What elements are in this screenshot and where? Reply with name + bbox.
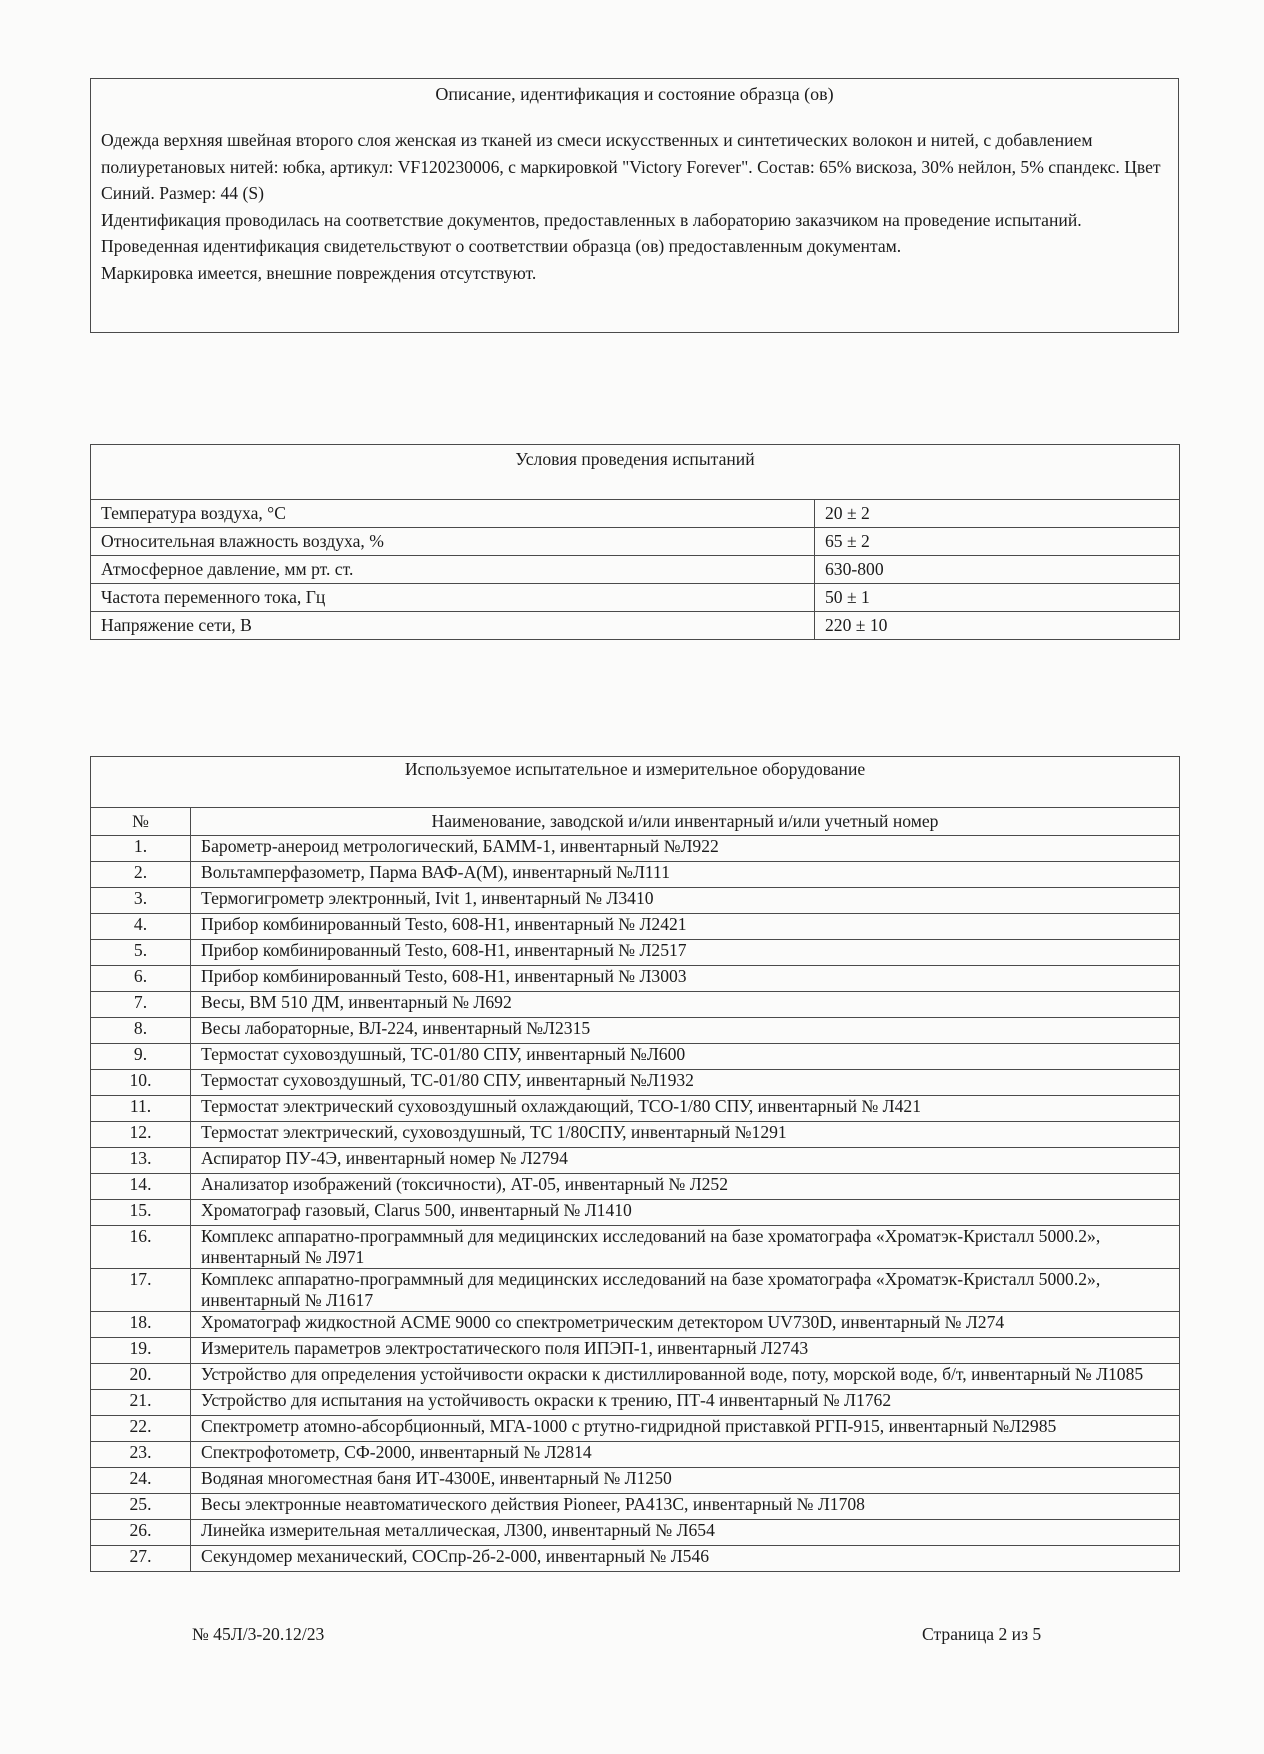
equipment-name: Устройство для определения устойчивости окраски к дистиллированной воде, поту, морской воде, б/т, инвентарный № Л1085 bbox=[191, 1364, 1180, 1390]
equipment-number: 18. bbox=[91, 1312, 191, 1338]
condition-value: 220 ± 10 bbox=[815, 612, 1180, 640]
conditions-row bbox=[91, 500, 1180, 528]
equipment-row bbox=[91, 888, 1180, 914]
equipment-name: Спектрометр атомно-абсорбционный, МГА-1000 с ртутно-гидридной приставкой РГП-915, инвентарный №Л2985 bbox=[191, 1416, 1180, 1442]
condition-value: 630-800 bbox=[815, 556, 1180, 584]
description-section bbox=[90, 78, 1179, 333]
equipment-row bbox=[91, 1174, 1180, 1200]
equipment-row bbox=[91, 1442, 1180, 1468]
equipment-number: 8. bbox=[91, 1018, 191, 1044]
equipment-number: 14. bbox=[91, 1174, 191, 1200]
equipment-row bbox=[91, 1364, 1180, 1390]
equipment-number: 5. bbox=[91, 940, 191, 966]
condition-label: Относительная влажность воздуха, % bbox=[91, 528, 815, 556]
equipment-number: 20. bbox=[91, 1364, 191, 1390]
equipment-name: Измеритель параметров электростатического поля ИПЭП-1, инвентарный Л2743 bbox=[191, 1338, 1180, 1364]
description-title: Описание, идентификация и состояние образца (ов) bbox=[435, 84, 834, 104]
page-number: Страница 2 из 5 bbox=[922, 1624, 1042, 1644]
equipment-row bbox=[91, 1312, 1180, 1338]
equipment-row bbox=[91, 1018, 1180, 1044]
equipment-row bbox=[91, 1520, 1180, 1546]
condition-label: Атмосферное давление, мм рт. ст. bbox=[91, 556, 815, 584]
column-header-number: № bbox=[91, 808, 191, 836]
equipment-number: 10. bbox=[91, 1070, 191, 1096]
equipment-name: Весы лабораторные, ВЛ-224, инвентарный №Л2315 bbox=[191, 1018, 1180, 1044]
equipment-row bbox=[91, 1269, 1180, 1312]
equipment-table bbox=[90, 756, 1180, 1572]
equipment-header-row bbox=[91, 808, 1180, 836]
condition-label: Напряжение сети, В bbox=[91, 612, 815, 640]
equipment-number: 26. bbox=[91, 1520, 191, 1546]
equipment-number: 27. bbox=[91, 1546, 191, 1572]
equipment-name: Комплекс аппаратно-программный для медицинских исследований на базе хроматографа «Хроматэк-Кристалл 5000.2», инвентарный № Л971 bbox=[191, 1226, 1180, 1269]
equipment-name: Прибор комбинированный Testo, 608-Н1, инвентарный № Л3003 bbox=[191, 966, 1180, 992]
equipment-row bbox=[91, 1122, 1180, 1148]
equipment-number: 24. bbox=[91, 1468, 191, 1494]
equipment-name: Устройство для испытания на устойчивость окраски к трению, ПТ-4 инвентарный № Л1762 bbox=[191, 1390, 1180, 1416]
equipment-name: Спектрофотометр, СФ-2000, инвентарный № Л2814 bbox=[191, 1442, 1180, 1468]
equipment-row bbox=[91, 1390, 1180, 1416]
equipment-row bbox=[91, 1546, 1180, 1572]
condition-label: Температура воздуха, °C bbox=[91, 500, 815, 528]
equipment-number: 22. bbox=[91, 1416, 191, 1442]
equipment-number: 16. bbox=[91, 1226, 191, 1269]
equipment-name: Прибор комбинированный Testo, 608-Н1, инвентарный № Л2421 bbox=[191, 914, 1180, 940]
equipment-number: 12. bbox=[91, 1122, 191, 1148]
equipment-name: Прибор комбинированный Testo, 608-Н1, инвентарный № Л2517 bbox=[191, 940, 1180, 966]
equipment-title: Используемое испытательное и измерительное оборудование bbox=[91, 757, 1180, 808]
equipment-name: Хроматограф жидкостной ACME 9000 со спектрометрическим детектором UV730D, инвентарный № Л274 bbox=[191, 1312, 1180, 1338]
equipment-number: 3. bbox=[91, 888, 191, 914]
equipment-number: 11. bbox=[91, 1096, 191, 1122]
equipment-number: 17. bbox=[91, 1269, 191, 1312]
column-header-name: Наименование, заводской и/или инвентарный и/или учетный номер bbox=[191, 808, 1180, 836]
conditions-title: Условия проведения испытаний bbox=[91, 445, 1180, 500]
equipment-number: 23. bbox=[91, 1442, 191, 1468]
document-number: № 45Л/3-20.12/23 bbox=[192, 1624, 325, 1644]
equipment-row bbox=[91, 1070, 1180, 1096]
description-paragraph: Маркировка имеется, внешние повреждения отсутствуют. bbox=[101, 262, 537, 283]
equipment-row bbox=[91, 992, 1180, 1018]
condition-value: 65 ± 2 bbox=[815, 528, 1180, 556]
equipment-row bbox=[91, 1226, 1180, 1269]
equipment-name: Барометр-анероид метрологический, БАММ-1, инвентарный №Л922 bbox=[191, 836, 1180, 862]
equipment-number: 4. bbox=[91, 914, 191, 940]
equipment-row bbox=[91, 1044, 1180, 1070]
equipment-name: Водяная многоместная баня ИТ-4300Е, инвентарный № Л1250 bbox=[191, 1468, 1180, 1494]
equipment-number: 6. bbox=[91, 966, 191, 992]
equipment-number: 13. bbox=[91, 1148, 191, 1174]
equipment-row bbox=[91, 836, 1180, 862]
equipment-name: Анализатор изображений (токсичности), АТ-05, инвентарный № Л252 bbox=[191, 1174, 1180, 1200]
condition-value: 50 ± 1 bbox=[815, 584, 1180, 612]
equipment-name: Термостат электрический, суховоздушный, ТС 1/80СПУ, инвентарный №1291 bbox=[191, 1122, 1180, 1148]
equipment-name: Термостат суховоздушный, ТС-01/80 СПУ, инвентарный №Л600 bbox=[191, 1044, 1180, 1070]
equipment-row bbox=[91, 862, 1180, 888]
conditions-table bbox=[90, 444, 1180, 640]
equipment-number: 15. bbox=[91, 1200, 191, 1226]
equipment-row bbox=[91, 1148, 1180, 1174]
equipment-row bbox=[91, 966, 1180, 992]
condition-value: 20 ± 2 bbox=[815, 500, 1180, 528]
equipment-name: Термостат суховоздушный, ТС-01/80 СПУ, инвентарный №Л1932 bbox=[191, 1070, 1180, 1096]
conditions-row bbox=[91, 612, 1180, 640]
description-body bbox=[91, 127, 1178, 286]
equipment-row bbox=[91, 1494, 1180, 1520]
conditions-row bbox=[91, 528, 1180, 556]
equipment-number: 2. bbox=[91, 862, 191, 888]
equipment-name: Вольтамперфазометр, Парма ВАФ-А(М), инвентарный №Л111 bbox=[191, 862, 1180, 888]
conditions-row bbox=[91, 584, 1180, 612]
equipment-name: Весы, ВМ 510 ДМ, инвентарный № Л692 bbox=[191, 992, 1180, 1018]
equipment-name: Комплекс аппаратно-программный для медицинских исследований на базе хроматографа «Хроматэк-Кристалл 5000.2», инвентарный № Л1617 bbox=[191, 1269, 1180, 1312]
equipment-number: 1. bbox=[91, 836, 191, 862]
equipment-row bbox=[91, 1096, 1180, 1122]
equipment-number: 7. bbox=[91, 992, 191, 1018]
equipment-name: Аспиратор ПУ-4Э, инвентарный номер № Л2794 bbox=[191, 1148, 1180, 1174]
equipment-number: 9. bbox=[91, 1044, 191, 1070]
condition-label: Частота переменного тока, Гц bbox=[91, 584, 815, 612]
equipment-row bbox=[91, 1338, 1180, 1364]
equipment-number: 19. bbox=[91, 1338, 191, 1364]
description-paragraph: Идентификация проводилась на соответствие документов, предоставленных в лабораторию заказчиком на проведение испытаний. bbox=[101, 209, 1082, 230]
equipment-row bbox=[91, 914, 1180, 940]
conditions-row bbox=[91, 556, 1180, 584]
equipment-name: Термостат электрический суховоздушный охлаждающий, ТСО-1/80 СПУ, инвентарный № Л421 bbox=[191, 1096, 1180, 1122]
equipment-name: Термогигрометр электронный, Ivit 1, инвентарный № Л3410 bbox=[191, 888, 1180, 914]
description-paragraph: Одежда верхняя швейная второго слоя женская из тканей из смеси искусственных и синтетических волокон и нитей, с добавлением полиуретановых нитей: юбка, артикул: VF120230006, с маркировкой "Victory Forever". Состав: 65% вискоза, 30% нейлон, 5% спандекс. Цвет Синий. Размер: 44 (S) bbox=[101, 130, 1161, 203]
equipment-row bbox=[91, 1468, 1180, 1494]
description-paragraph: Проведенная идентификация свидетельствуют о соответствии образца (ов) предоставленным документам. bbox=[101, 236, 902, 256]
equipment-name: Секундомер механический, СОСпр-2б-2-000, инвентарный № Л546 bbox=[191, 1546, 1180, 1572]
equipment-row bbox=[91, 940, 1180, 966]
equipment-number: 25. bbox=[91, 1494, 191, 1520]
equipment-row bbox=[91, 1416, 1180, 1442]
equipment-row bbox=[91, 1200, 1180, 1226]
equipment-name: Хроматограф газовый, Clarus 500, инвентарный № Л1410 bbox=[191, 1200, 1180, 1226]
equipment-name: Весы электронные неавтоматического действия Pioneer, PA413C, инвентарный № Л1708 bbox=[191, 1494, 1180, 1520]
equipment-number: 21. bbox=[91, 1390, 191, 1416]
equipment-name: Линейка измерительная металлическая, Л300, инвентарный № Л654 bbox=[191, 1520, 1180, 1546]
